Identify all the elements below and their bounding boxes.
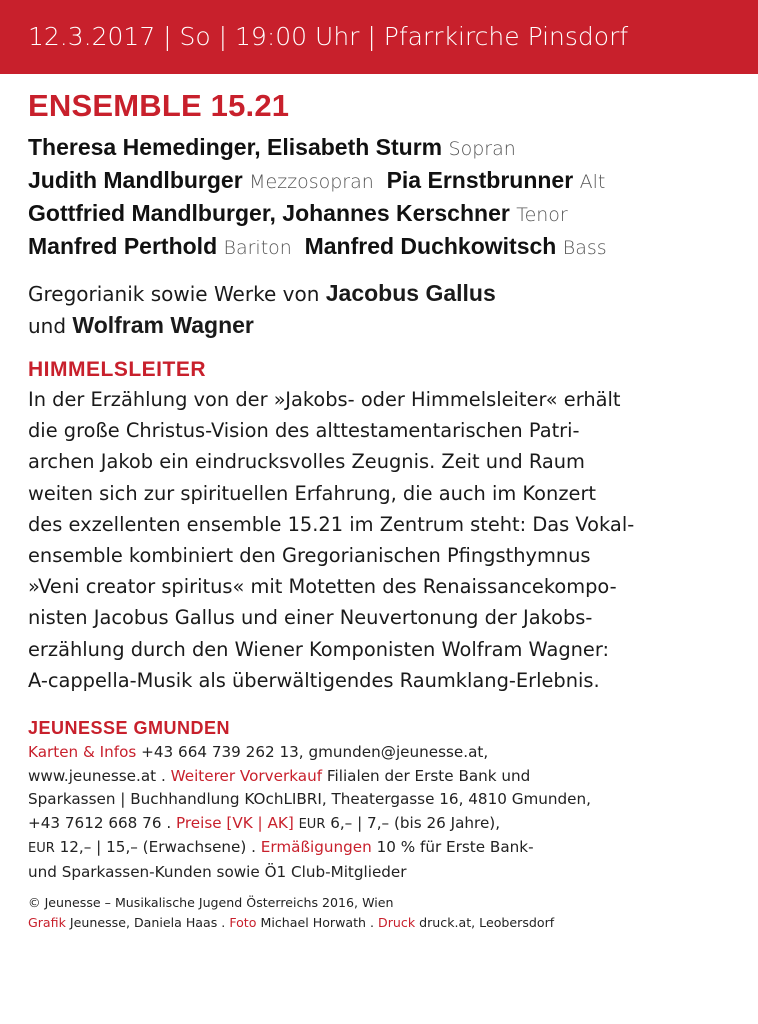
info-line-3: [28, 788, 720, 812]
ermaessigungen-text: und Sparkassen-Kunden sowie Ö1 Club-Mitglieder: [28, 863, 407, 881]
ticket-info: [28, 741, 720, 885]
grafik-text: Jeunesse, Daniela Haas .: [69, 914, 226, 930]
performer-name: Pia Ernstbrunner: [386, 167, 574, 193]
info-line-1: [28, 741, 720, 765]
body-line: die große Christus-Vision des alttestamentarischen Patri-: [28, 419, 580, 443]
body-line: nisten Jacobus Gallus und einer Neuvertonung der Jakobs-: [28, 606, 593, 630]
cast-line-3: [28, 198, 720, 231]
cast-line-4: [28, 231, 720, 264]
body-line: archen Jakob ein eindrucksvolles Zeugnis. Zeit und Raum: [28, 450, 585, 474]
currency-label: EUR: [298, 816, 326, 832]
section-heading: HIMMELSLEITER: [28, 358, 206, 381]
ermaessigungen-text: 10 % für Erste Bank-: [376, 838, 534, 857]
body-line: erzählung durch den Wiener Komponisten Wolfram Wagner:: [28, 637, 610, 661]
program-description: [28, 278, 720, 342]
vorverkauf-text: Sparkassen | Buchhandlung KOchLIBRI, Theatergasse 16, 4810 Gmunden,: [28, 790, 591, 809]
voice-role: Mezzosopran: [249, 171, 374, 193]
vorverkauf-label: Weiterer Vorverkauf: [170, 766, 323, 785]
karten-label: Karten & Infos: [28, 743, 137, 762]
section-body: [28, 384, 720, 696]
druck-label: Druck: [378, 914, 416, 930]
body-line: »Veni creator spiritus« mit Motetten des Renaissancekompo-: [28, 575, 617, 599]
date-venue-banner: [0, 0, 758, 74]
banner-text: 12.3.2017 | So | 19:00 Uhr | Pfarrkirche Pinsdorf: [28, 22, 629, 51]
info-line-4: [28, 812, 720, 837]
currency-label: EUR: [28, 841, 55, 857]
info-line-2: [28, 765, 720, 789]
website-link[interactable]: www.jeunesse.at .: [28, 766, 166, 785]
copyright-line: © Jeunesse – Musikalische Jugend Österreichs 2016, Wien: [28, 894, 394, 910]
info-line-6: [28, 861, 720, 885]
voice-role: Alt: [579, 171, 606, 193]
body-line: A-cappella-Musik als überwältigendes Raumklang-Erlebnis.: [28, 668, 600, 692]
preise-label: Preise [VK | AK]: [175, 813, 294, 832]
karten-contact: +43 664 739 262 13, gmunden@jeunesse.at,: [141, 743, 489, 762]
composer-name: Jacobus Gallus: [325, 280, 496, 306]
performer-name: Manfred Duchkowitsch: [304, 233, 557, 259]
credits: [28, 893, 720, 933]
voice-role: Bass: [562, 237, 607, 259]
cast-list: [28, 132, 720, 264]
voice-role: Sopran: [448, 138, 516, 160]
composer-name: Wolfram Wagner: [72, 312, 254, 338]
preise-text: 12,– | 15,– (Erwachsene) .: [59, 838, 256, 857]
main-content: [0, 74, 720, 933]
performer-names: Theresa Hemedinger, Elisabeth Sturm: [28, 134, 443, 160]
organizer-heading: JEUNESSE GMUNDEN: [28, 718, 231, 739]
body-line: des exzellenten ensemble 15.21 im Zentrum steht: Das Vokal-: [28, 512, 635, 536]
phone-number: +43 7612 668 76 .: [28, 813, 172, 832]
voice-role: Bariton: [223, 237, 292, 259]
program-conjunction: und: [28, 314, 67, 338]
program-line-2: [28, 310, 720, 342]
vorverkauf-text: Filialen der Erste Bank und: [326, 766, 531, 785]
druck-text: druck.at, Leobersdorf: [419, 914, 555, 930]
preise-text: 6,– | 7,– (bis 26 Jahre),: [330, 813, 501, 832]
production-credits: [28, 913, 720, 933]
ensemble-title: ENSEMBLE 15.21: [28, 88, 290, 123]
body-line: weiten sich zur spirituellen Erfahrung, die auch im Konzert: [28, 481, 597, 505]
foto-text: Michael Horwath .: [260, 914, 375, 930]
cast-line-1: [28, 132, 720, 165]
program-intro: Gregorianik sowie Werke von: [28, 282, 320, 306]
body-line: ensemble kombiniert den Gregorianischen Pfingsthymnus: [28, 544, 591, 568]
foto-label: Foto: [229, 914, 257, 930]
performer-names: Gottfried Mandlburger, Johannes Kerschner: [28, 200, 510, 226]
ermaessigungen-label: Ermäßigungen: [260, 838, 372, 857]
cast-line-2: [28, 165, 720, 198]
performer-name: Manfred Perthold: [28, 233, 218, 259]
program-line-1: [28, 278, 720, 310]
voice-role: Tenor: [516, 204, 568, 226]
info-line-5: [28, 836, 720, 861]
grafik-label: Grafik: [28, 914, 66, 930]
body-line: In der Erzählung von der »Jakobs- oder Himmelsleiter« erhält: [28, 388, 621, 411]
performer-name: Judith Mandlburger: [28, 167, 243, 193]
